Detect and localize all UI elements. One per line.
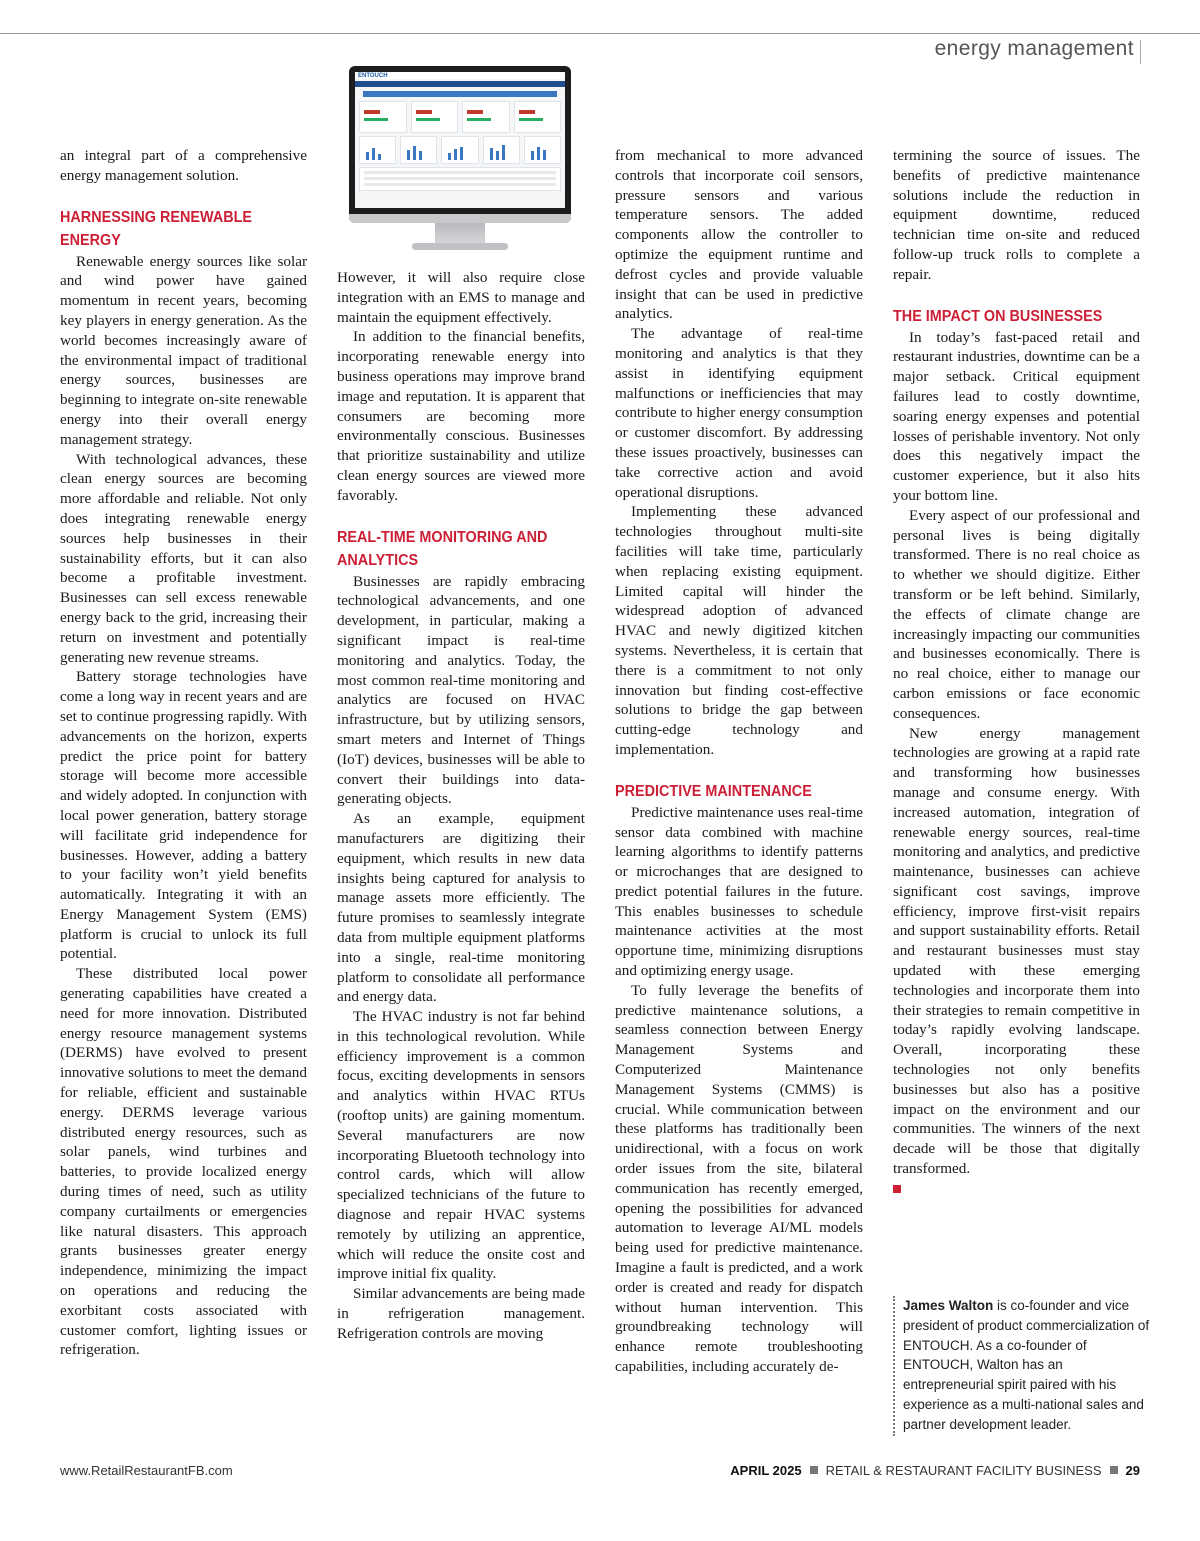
- paragraph: To fully leverage the benefits of predictive maintenance solutions, a seamless connection between Energy Management Systems and Computerized Maintenance Management Systems (CMMS) is crucial. While communication between these platforms has traditionally been unidirectional, with a focus on work order issues from the site, bilateral communication has recently emerged, opening the possibilities for advanced automation to leverage AI/ML models being used for predictive maintenance. Imagine a fault is predicted, and a work order is created and ready for dispatch without human intervention. This groundbreaking technology will enhance remote troubleshooting capabilities, including accurately de-: [615, 981, 863, 1376]
- paragraph: Implementing these advanced technologies throughout multi-site facilities will take time, particularly when replacing existing equipment. Limited capital will hinder the widespread adoption of advanced HVAC and newly digitized kitchen systems. Nevertheless, it is certain that there is a commitment to not only innovation but finding cost-effective solutions to bridge the gap between cutting-edge technology and implementation.: [615, 503, 863, 758]
- paragraph: termining the source of issues. The benefits of predictive maintenance solutions include the reduction in equipment downtime, reduced technician time on-site and reduced follow-up truck rolls to complete a repair.: [893, 147, 1140, 283]
- article-column-3: [615, 146, 863, 1377]
- dashboard-cards: [359, 101, 561, 133]
- heading-predictive-maintenance: PREDICTIVE MAINTENANCE: [615, 782, 812, 800]
- paragraph: As an example, equipment manufacturers are digitizing their equipment, which results in new data insights being captured for analysis to manage assets more efficiently. The future promises to seamlessly integrate data from multiple equipment platforms into a single, real-time monitoring platform to consolidate all performance and energy data.: [337, 810, 585, 1006]
- footer-publication: RETAIL & RESTAURANT FACILITY BUSINESS: [825, 1463, 1102, 1478]
- heading-real-time-monitoring: REAL-TIME MONITORING AND ANALYTICS: [337, 528, 548, 569]
- dashboard-mini-chart: [359, 136, 396, 164]
- dashboard-mini-chart: [524, 136, 561, 164]
- paragraph: Battery storage technologies have come a long way in recent years and are set to continue progressing rapidly. With advancements on the horizon, experts predict the price point for battery storage will become more accessible and widely adopted. In conjunction with local power generation, battery storage will facilitate grid independence for businesses. However, adding a battery to your facility won’t yield benefits automatically. Integrating it with an Energy Management System (EMS) platform is crucial to unlock its full potential.: [60, 668, 307, 963]
- author-bio: [893, 1296, 1153, 1436]
- paragraph: These distributed local power generating capabilities have created a need for more innovation. Distributed energy resource management systems (DERMS) have evolved to present innovative solutions to meet the demand for reliable, efficient and sustainable energy. DERMS leverage various distributed energy resources, such as solar panels, wind turbines and batteries, to provide localized energy during times of need, such as utility company curtailments or emergencies like natural disasters. This approach grants businesses greater energy independence, minimizing the impact on operations and reducing the exorbitant costs associated with customer comfort, lighting issues or refrigeration.: [60, 965, 307, 1359]
- dashboard-mini-charts: [359, 136, 561, 164]
- dashboard-banner: [363, 91, 557, 97]
- paragraph: Predictive maintenance uses real-time sensor data combined with machine learning algorithms to identify patterns or microchanges that are designed to predict potential failures in the future. This enables businesses to schedule maintenance activities at the most opportune time, minimizing disruptions and optimizing energy usage.: [615, 803, 863, 980]
- dashboard-card: [359, 101, 407, 133]
- author-name: James Walton: [903, 1298, 994, 1313]
- paragraph: Every aspect of our professional and personal lives is being digitally transformed. There is no real choice as to whether we should digitize. Either transform or be left behind. Similarly, the effects of climate change are increasingly impacting our communities and businesses economically. There is no real choice, either to manage our carbon emissions or face economic consequences.: [893, 506, 1140, 722]
- article-column-1: [60, 146, 307, 1360]
- paragraph: With technological advances, these clean energy sources are becoming more affordable and reliable. Not only does integrating renewable energy sources help businesses in their sustainability efforts, but it can also become a profitable investment. Businesses can sell excess renewable energy back to the grid, increasing their return on investment and potentially generating new revenue streams.: [60, 450, 307, 666]
- author-bio-text: is co-founder and vice president of product commercialization of ENTOUCH. As a co-founder of ENTOUCH, Walton has an entrepreneurial spirit paired with his experience as a multi-national sales and partner development leader.: [903, 1298, 1150, 1432]
- heading-harnessing-renewable-energy: HARNESSING RENEWABLE ENERGY: [60, 208, 253, 249]
- paragraph: Businesses are rapidly embracing technological advancements, and one development, in particular, making a significant impact is real-time monitoring and analytics. Today, the most common real-time monitoring and analytics are focused on HVAC infrastructure, but by utilizing sensors, smart meters and Internet of Things (IoT) devices, businesses will be able to convert their buildings into data-generating objects.: [337, 572, 585, 808]
- paragraph: Similar advancements are being made in refrigeration management. Refrigeration controls are moving: [337, 1285, 585, 1342]
- footer-square-icon: [1110, 1466, 1118, 1474]
- paragraph: New energy management technologies are growing at a rapid rate and transforming how businesses manage and consume energy. With increased automation, integration of renewable energy sources, real-time monitoring and analytics, and predictive maintenance, businesses can achieve significant cost savings, improve efficiency, improve first-visit repairs and support sustainability efforts. Retail and restaurant businesses must stay updated with these emerging technologies and incorporate them into their strategies to remain competitive in today’s rapidly evolving landscape. Overall, incorporating these technologies not only benefits businesses but also has a positive impact on the environment and our communities. The winners of the next decade will be those that digitally transformed.: [893, 724, 1140, 1178]
- dashboard-mini-chart: [400, 136, 437, 164]
- monitor-image: [349, 66, 571, 250]
- top-rule: [0, 33, 1200, 34]
- dashboard-nav-bar: [355, 81, 565, 87]
- paragraph: However, it will also require close integration with an EMS to manage and maintain the equipment effectively.: [337, 269, 585, 326]
- heading-impact-on-businesses: THE IMPACT ON BUSINESSES: [893, 307, 1103, 325]
- paragraph: In addition to the financial benefits, incorporating renewable energy into business operations may improve brand image and reputation. It is apparent that consumers are becoming more environmentally conscious. Businesses that prioritize sustainability and utilize clean energy sources are viewed more favorably.: [337, 328, 585, 504]
- paragraph: The HVAC industry is not far behind in this technological revolution. While efficiency improvement is a common focus, exciting developments in sensors and analytics within HVAC RTUs (rooftop units) are gaining momentum. Several manufacturers are now incorporating Bluetooth technology into control cards, which will allow specialized technicians of the future to diagnose and repair HVAC systems remotely by utilizing an apprentice, which will reduce the onsite cost and improve initial fix quality.: [337, 1008, 585, 1283]
- article-column-2: [337, 268, 585, 1344]
- dashboard-screen: [355, 72, 565, 208]
- footer-issue-info: [730, 1463, 1140, 1478]
- article-column-4: [893, 146, 1140, 1199]
- dashboard-mini-chart: [483, 136, 520, 164]
- monitor-chin: [349, 214, 571, 223]
- dashboard-card: [462, 101, 510, 133]
- dashboard-card: [514, 101, 562, 133]
- section-label: energy management: [934, 37, 1134, 60]
- paragraph: Renewable energy sources like solar and wind power have gained momentum in recent years, becoming key players in energy generation. As the world becomes increasingly aware of the environmental impact of traditional energy sources, businesses are beginning to integrate on-site renewable energy into their overall energy management strategy.: [60, 252, 307, 448]
- paragraph: from mechanical to more advanced controls that incorporate coil sensors, pressure sensors and various temperature sensors. The added components allow the controller to optimize the equipment runtime and defrost cycles and provide valuable insight that can be used in predictive analytics.: [615, 147, 863, 323]
- footer-website: www.RetailRestaurantFB.com: [60, 1463, 233, 1478]
- monitor-frame: [349, 66, 571, 223]
- monitor-base: [412, 243, 508, 250]
- dashboard-mini-chart: [441, 136, 478, 164]
- dashboard-logo: ENTOUCH: [355, 72, 565, 79]
- monitor-stand: [435, 223, 485, 243]
- footer-square-icon: [810, 1466, 818, 1474]
- footer-page-number: 29: [1125, 1463, 1140, 1478]
- section-tick: [1140, 40, 1141, 64]
- paragraph: In today’s fast-paced retail and restaurant industries, downtime can be a major setback. Critical equipment failures lead to costly downtime, soaring energy expenses and potential losses of perishable inventory. Not only does this negatively impact the customer experience, but it also hits your bottom line.: [893, 328, 1140, 504]
- dashboard-card: [411, 101, 459, 133]
- footer-issue-date: APRIL 2025: [730, 1463, 802, 1478]
- end-of-article-mark: [893, 1185, 901, 1193]
- paragraph: an integral part of a comprehensive energy management solution.: [60, 147, 307, 184]
- dashboard-table: [359, 167, 561, 191]
- paragraph: The advantage of real-time monitoring and analytics is that they assist in identifying equipment malfunctions or inefficiencies that may contribute to higher energy consumption or customer discomfort. By addressing these issues proactively, businesses can take corrective action and avoid operational disruptions.: [615, 325, 863, 501]
